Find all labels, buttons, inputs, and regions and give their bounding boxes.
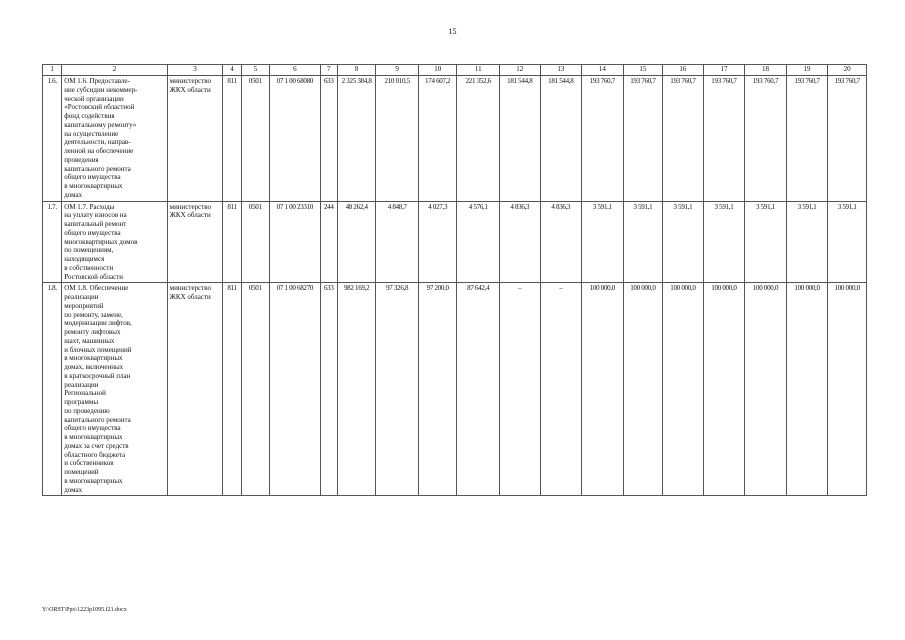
year-amount-col-13: 4 836,3 bbox=[540, 201, 582, 283]
column-number-2: 2 bbox=[62, 65, 167, 76]
year-amount-col-14: 3 591,1 bbox=[582, 201, 624, 283]
year-amount-col-16: 100 000,0 bbox=[663, 283, 704, 496]
year-amount-col-14: 193 760,7 bbox=[582, 76, 624, 202]
column-number-11: 11 bbox=[457, 65, 500, 76]
year-amount-col-20: 3 591,1 bbox=[828, 201, 867, 283]
target-article-code: 07 1 00 68270 bbox=[270, 283, 321, 496]
item-description: ОМ 1.7. Расходы на уплату взносов на капитальный ремонт общего имущества многоквартирных домов по помещениям, находящимся в собственности Ростовской области bbox=[62, 201, 167, 283]
year-amount-col-19: 3 591,1 bbox=[786, 201, 828, 283]
year-amount-col-19: 100 000,0 bbox=[786, 283, 828, 496]
year-amount-col-10: 174 607,2 bbox=[418, 76, 457, 202]
item-number: 1.7. bbox=[43, 201, 62, 283]
column-number-9: 9 bbox=[376, 65, 419, 76]
year-amount-col-16: 193 760,7 bbox=[663, 76, 704, 202]
column-number-5: 5 bbox=[241, 65, 269, 76]
year-amount-col-11: 4 576,1 bbox=[457, 201, 500, 283]
column-number-10: 10 bbox=[418, 65, 457, 76]
column-number-15: 15 bbox=[623, 65, 663, 76]
column-number-7: 7 bbox=[320, 65, 337, 76]
column-number-row bbox=[43, 65, 867, 76]
budget-table bbox=[42, 64, 867, 496]
year-amount-col-12: 4 836,3 bbox=[500, 201, 541, 283]
table-row bbox=[43, 283, 867, 496]
item-description: ОМ 1.8. Обеспечение реализации мероприятий по ремонту, замене, модернизации лифтов, ремонту лифтовых шахт, машинных и блочных помещений в многоквартирных домах, включенных в краткосрочный план реализации Региональной программы по проведению капитального ремонта общего имущества в многоквартирных домах за счет средств областного бюджета и собственников помещений в многоквартирных домах bbox=[62, 283, 167, 496]
column-number-13: 13 bbox=[540, 65, 582, 76]
column-number-16: 16 bbox=[663, 65, 704, 76]
responsible-executor: министерство ЖКХ области bbox=[167, 76, 223, 202]
total-amount: 982 169,2 bbox=[337, 283, 376, 496]
total-amount: 48 262,4 bbox=[337, 201, 376, 283]
column-number-19: 19 bbox=[786, 65, 828, 76]
year-amount-col-20: 193 760,7 bbox=[828, 76, 867, 202]
section-code: 0501 bbox=[241, 283, 269, 496]
target-article-code: 07 1 00 68080 bbox=[270, 76, 321, 202]
year-amount-col-15: 3 591,1 bbox=[623, 201, 663, 283]
column-number-6: 6 bbox=[270, 65, 321, 76]
expense-type-code: 633 bbox=[320, 76, 337, 202]
year-amount-col-16: 3 591,1 bbox=[663, 201, 704, 283]
table-row bbox=[43, 201, 867, 283]
responsible-executor: министерство ЖКХ области bbox=[167, 283, 223, 496]
column-number-12: 12 bbox=[500, 65, 541, 76]
target-article-code: 07 1 00 23310 bbox=[270, 201, 321, 283]
column-number-18: 18 bbox=[745, 65, 787, 76]
year-amount-col-9: 4 848,7 bbox=[376, 201, 419, 283]
year-amount-col-20: 100 000,0 bbox=[828, 283, 867, 496]
year-amount-col-11: 221 352,6 bbox=[457, 76, 500, 202]
total-amount: 2 325 384,8 bbox=[337, 76, 376, 202]
year-amount-col-10: 97 200,0 bbox=[418, 283, 457, 496]
grbs-code: 811 bbox=[223, 201, 241, 283]
year-amount-col-13: – bbox=[540, 283, 582, 496]
year-amount-col-12: – bbox=[500, 283, 541, 496]
year-amount-col-13: 181 544,8 bbox=[540, 76, 582, 202]
grbs-code: 811 bbox=[223, 76, 241, 202]
year-amount-col-12: 181 544,8 bbox=[500, 76, 541, 202]
item-number: 1.8. bbox=[43, 283, 62, 496]
expense-type-code: 244 bbox=[320, 201, 337, 283]
year-amount-col-18: 3 591,1 bbox=[745, 201, 787, 283]
year-amount-col-11: 87 642,4 bbox=[457, 283, 500, 496]
year-amount-col-17: 3 591,1 bbox=[703, 201, 745, 283]
year-amount-col-9: 97 326,8 bbox=[376, 283, 419, 496]
year-amount-col-17: 193 760,7 bbox=[703, 76, 745, 202]
year-amount-col-18: 193 760,7 bbox=[745, 76, 787, 202]
document-file-path: Y:\ORST\Ppo\1223p1095.f21.docx bbox=[42, 607, 127, 613]
grbs-code: 811 bbox=[223, 283, 241, 496]
section-code: 0501 bbox=[241, 76, 269, 202]
column-number-1: 1 bbox=[43, 65, 62, 76]
item-description: ОМ 1.6. Предоставле- ние субсидии некоммер- ческой организации «Ростовский областной фонд содействия капитальному ремонту» на осуществление деятельности, направ- ленной на обеспечение проведения капитального ремонта общего имущества в многоквартирных домах bbox=[62, 76, 167, 202]
item-number: 1.6. bbox=[43, 76, 62, 202]
column-number-3: 3 bbox=[167, 65, 223, 76]
column-number-8: 8 bbox=[337, 65, 376, 76]
year-amount-col-10: 4 027,3 bbox=[418, 201, 457, 283]
table-row bbox=[43, 76, 867, 202]
year-amount-col-14: 100 000,0 bbox=[582, 283, 624, 496]
column-number-4: 4 bbox=[223, 65, 241, 76]
column-number-14: 14 bbox=[582, 65, 624, 76]
section-code: 0501 bbox=[241, 201, 269, 283]
year-amount-col-18: 100 000,0 bbox=[745, 283, 787, 496]
column-number-17: 17 bbox=[703, 65, 745, 76]
column-number-20: 20 bbox=[828, 65, 867, 76]
responsible-executor: министерство ЖКХ области bbox=[167, 201, 223, 283]
year-amount-col-15: 193 760,7 bbox=[623, 76, 663, 202]
year-amount-col-9: 210 010,5 bbox=[376, 76, 419, 202]
year-amount-col-17: 100 000,0 bbox=[703, 283, 745, 496]
year-amount-col-15: 100 000,0 bbox=[623, 283, 663, 496]
year-amount-col-19: 193 760,7 bbox=[786, 76, 828, 202]
expense-type-code: 633 bbox=[320, 283, 337, 496]
page-number: 15 bbox=[448, 27, 457, 36]
